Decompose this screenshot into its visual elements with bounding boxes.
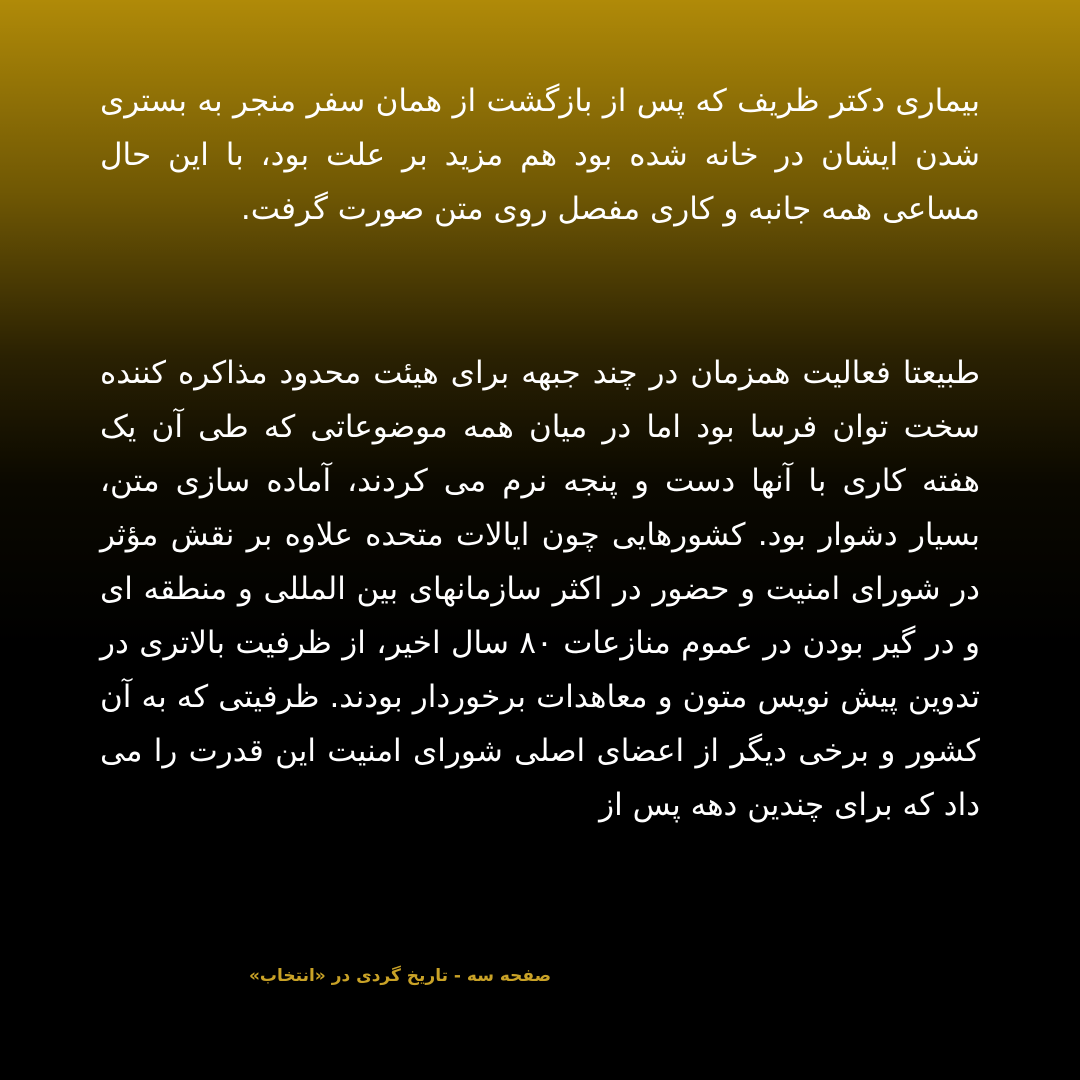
paragraph-2: طبیعتا فعالیت همزمان در چند جبهه برای هیئت محدود مذاکره کننده سخت توان فرسا بود اما در میان همه موضوعاتی که طی آن یک هفته کاری با آنها دست و پنجه نرم می کردند، آماده سازی متن، بسیار دشوار بود. کشورهایی چون ایالات متحده علاوه بر نقش مؤثر در شورای امنیت و حضور در اکثر سازمانهای بین المللی و منطقه ای و در گیر بودن در عموم منازعات ۸۰ سال اخیر، از ظرفیت بالاتری در تدوین پیش نویس متون و معاهدات برخوردار بودند. ظرفیتی که به آن کشور و برخی دیگر از اعضای اصلی شورای امنیت این قدرت را می داد که برای چندین دهه پس از bbox=[100, 355, 980, 823]
page-footer: صفحه سه - تاریخ گردی در «انتخاب» bbox=[248, 966, 552, 986]
paragraph-1: بیماری دکتر ظریف که پس از بازگشت از همان سفر منجر به بستری شدن ایشان در خانه شده بود هم مزید بر علت بود، با این حال مساعی همه جانبه و کاری مفصل روی متن صورت گرفت. bbox=[100, 83, 980, 227]
